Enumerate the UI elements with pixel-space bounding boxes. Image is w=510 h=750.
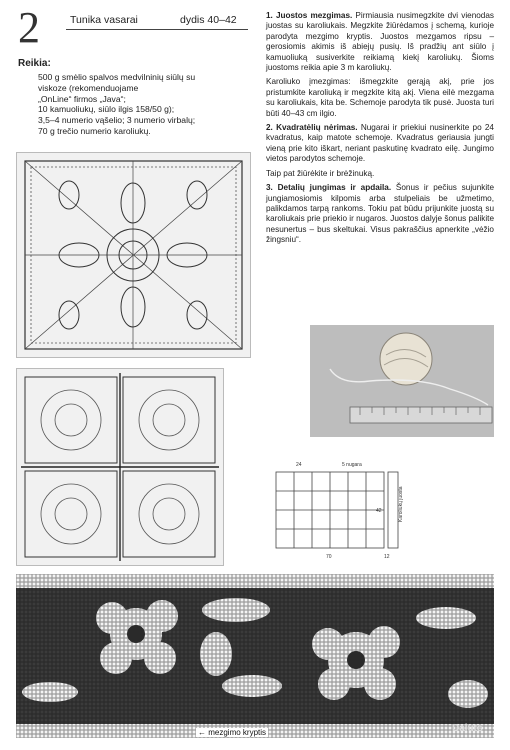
section-title: 3. Detalių jungimas ir apdaila.: [266, 183, 392, 193]
schematic-drawing: [268, 452, 408, 562]
section-juostos: [266, 11, 494, 73]
schematic-label: 42: [376, 508, 382, 514]
section-title: 2. Kvadratėlių nėrimas.: [266, 123, 358, 133]
schematic-label: 12: [384, 554, 390, 560]
schematic-label: 70: [326, 554, 332, 560]
section-body: Šonus ir pečius sujunkite jungiamosiomis kilpomis arba stulpeliais be užmetimo, palikdamos tarpą rankoms. Tokiu pat būdu prijunkite juostą su karoliukais prie priekio ir nugaros. Juostos dalyje šonus palikite nesunertus – bus skeltukai. Visus pakraščius apnerkite „vėžio žingsniu“.: [266, 183, 494, 245]
requirement-line: viskoze (rekomenduojame: [38, 82, 139, 93]
section-body: Pirmiausia nusimegzkite dvi vienodas juostas su karoliukais. Megzkite žiūrėdamos į schemą, kurioje parodyta mezgimo kryptis. Juostos mezgamos ripsu – gerosiomis akimis iš abiejų pusių. Iš pradžių ant siūlo į kamuoliuką susiverkite reikiamą kiekį karoliukų. Šioms juostoms reikia apie 3 m karoliukų.: [266, 11, 494, 73]
pattern-number: 2: [18, 3, 40, 52]
requirement-line: 3,5–4 numerio vąšelio; 3 numerio virbalų;: [38, 115, 196, 126]
requirement-line: „OnLine“ firmos „Java“;: [38, 93, 126, 104]
pattern-title: Tunika vasarai: [70, 14, 138, 26]
square-diagram-drawing: [17, 153, 250, 357]
requirements-title: Reikia:: [18, 58, 51, 69]
instructions-column: [266, 11, 494, 250]
section-title: 1. Juostos mezgimas.: [266, 11, 353, 20]
section-kvadrateliu: [266, 123, 494, 165]
section-body: Nugarai ir priekiui nusinerkite po 24 kvadratus, kaip matote schemoje. Kvadratus geriausia jungti vieną prie kito iškart, neriant paskutinę kvadrato eilę. Jungimo vietos parodytos schemoje.: [266, 123, 494, 164]
schematic-label: 24: [296, 462, 302, 468]
section-karoliuko: Karoliuko įmezgimas: išmegzkite gerąją akį, prie jos pristumkite karoliuką ir megzkite kitą akį. Viena eilė mezgama su karoliukais, kita be. Schemoje parodyta tik pusė. Juosta turi būti 40–43 cm ilgio.: [266, 77, 494, 118]
yarn-beads-photo: [310, 325, 494, 437]
photo-drawing: [310, 325, 494, 437]
crochet-square-diagram: [16, 152, 251, 358]
requirements-list: [38, 72, 253, 137]
schematic-label: Karoliukų juosta: [398, 486, 404, 522]
section-note: Taip pat žiūrėkite ir brėžinuką.: [266, 168, 375, 178]
section-jungimas: [266, 183, 494, 245]
requirement-line: 10 kamuoliukų, siūlo ilgis 158/50 g);: [38, 104, 175, 115]
pattern-size: dydis 40–42: [180, 14, 237, 26]
requirement-line: 70 g trečio numerio karoliukų.: [38, 125, 151, 136]
joined-squares-drawing: [17, 369, 223, 565]
garment-schematic: [268, 452, 408, 562]
knitting-direction-text: mezgimo kryptis: [208, 728, 267, 737]
schematic-label: 5 nugara: [342, 462, 362, 468]
band-chart-drawing: [16, 574, 494, 738]
joined-squares-diagram: [16, 368, 224, 566]
knitting-direction-label: ← mezgimo kryptis: [198, 728, 267, 737]
bead-band-chart: [16, 574, 494, 738]
requirement-line: 500 g smėlio spalvos medvilninių siūlų su: [38, 72, 196, 82]
watermark: Dalute: [452, 723, 483, 734]
header-rule: [66, 29, 248, 30]
